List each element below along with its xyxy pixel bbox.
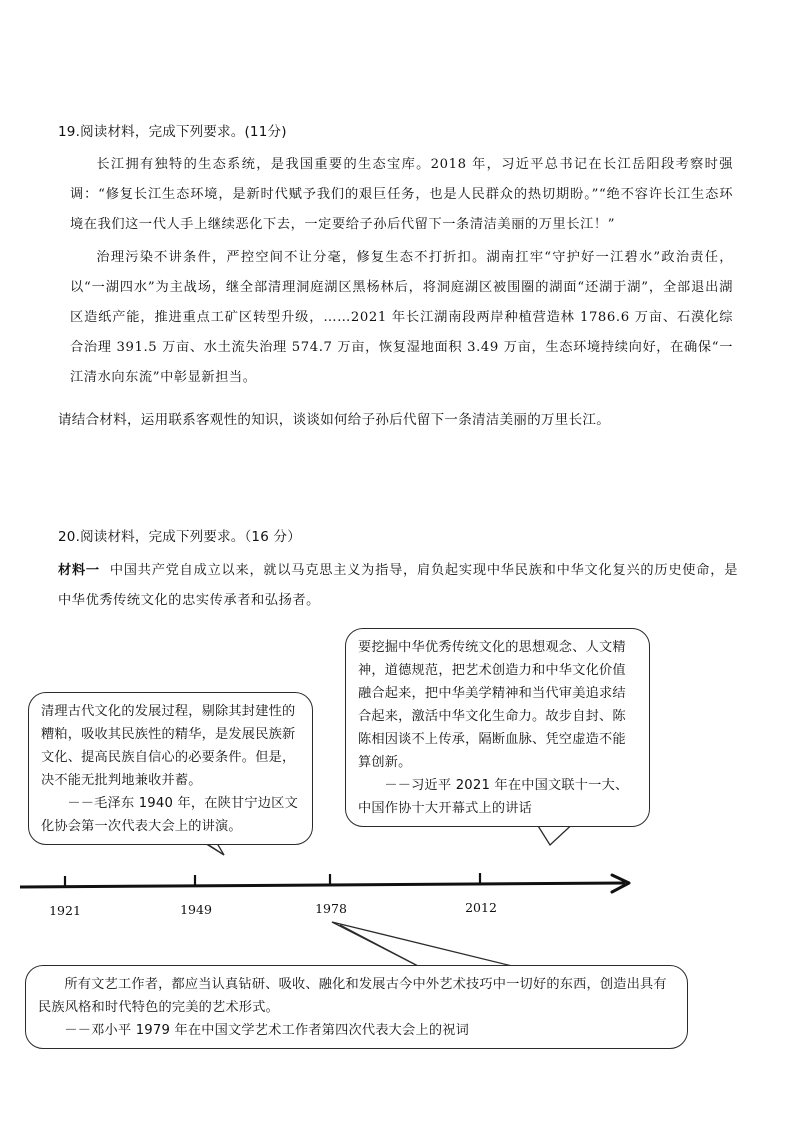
- question-19-paragraph-1: 长江拥有独特的生态系统，是我国重要的生态宝库。2018 年，习近平总书记在长江岳阳段考察时强调：“修复长江生态环境，是新时代赋予我们的艰巨任务，也是人民群众的热切期盼。”“绝不容许长江生态环境在我们这一代人手上继续恶化下去，一定要给子孙后代留下一条清洁美丽的万里长江！”: [70, 157, 733, 232]
- xi-jinping-quote-bubble: [345, 628, 650, 827]
- timeline-label-1921: 1921: [49, 903, 81, 918]
- deng-bubble-tail: [332, 922, 418, 966]
- deng-quote-attribution: －－邓小平 1979 年在中国文学艺术工作者第四次代表大会上的祝词: [64, 1023, 469, 1038]
- timeline-diagram: [0, 600, 793, 1070]
- mao-quote-attribution: －－毛泽东 1940 年，在陕甘宁边区文化协会第一次代表大会上的讲演。: [41, 796, 298, 834]
- xi-quote-body: 要挖掘中华优秀传统文化的思想观念、人文精神，道德规范，把艺术创造力和中华文化价值融合起来，把中华美学精神和当代审美追求结合起来，激活中华文化生命力。故步自封、陈陈相因谈不上传承，隔断血脉、凭空虚造不能算创新。: [358, 640, 626, 770]
- question-19-heading: 19.阅读材料，完成下列要求。(11分): [58, 124, 287, 140]
- deng-quote-body: 所有文艺工作者，都应当认真钻研、吸收、融化和发展古今中外艺术技巧中一切好的东西，创造出具有民族风格和时代特色的完美的艺术形式。: [38, 977, 667, 1015]
- mao-zedong-quote-bubble: [28, 692, 313, 845]
- material-one-text: 中国共产党自成立以来，就以马克思主义为指导，肩负起实现中华民族和中华文化复兴的历史使命，是中华优秀传统文化的忠实传承者和弘扬者。: [58, 563, 738, 608]
- question-19-paragraph-2: 治理污染不讲条件，严控空间不让分毫，修复生态不打折扣。湖南扛牢“守护好一江碧水”政治责任，以“一湖四水”为主战场，继全部清理洞庭湖区黑杨林后，将洞庭湖区被围圈的湖面“还湖于湖”，全部退出湖区造纸产能，推进重点工矿区转型升级，……2021 年长江湖南段两岸种植营造林 1786.6 万亩、石漠化综合治理 391.5 万亩、水土流失治理 574.7 万亩，恢复湿地面积 3.49 万亩，生态环境持续向好，在确保“一江清水向东流”中彰显新担当。: [70, 250, 733, 385]
- question-20-heading: 20.阅读材料，完成下列要求。（16 分）: [58, 529, 301, 545]
- material-one-label: 材料一: [58, 563, 100, 578]
- timeline-label-1949: 1949: [180, 902, 212, 917]
- mao-quote-body: 清理古代文化的发展过程，剔除其封建性的糟粕，吸收其民族性的精华，是发展民族新文化、提高民族自信心的必要条件。但是，决不能无批判地兼收并蓄。: [41, 704, 296, 788]
- timeline-label-1978: 1978: [315, 901, 347, 916]
- deng-xiaoping-quote-bubble: [25, 965, 688, 1049]
- deng-bubble-tail-edge: [332, 922, 512, 966]
- timeline-axis: [20, 883, 625, 887]
- question-19-prompt: 请结合材料，运用联系客观性的知识，谈谈如何给子孙后代留下一条清洁美丽的万里长江。: [58, 412, 610, 428]
- timeline-label-2012: 2012: [465, 900, 497, 915]
- xi-quote-attribution: －－习近平 2021 年在中国文联十一大、中国作协十大开幕式上的讲话: [358, 778, 629, 816]
